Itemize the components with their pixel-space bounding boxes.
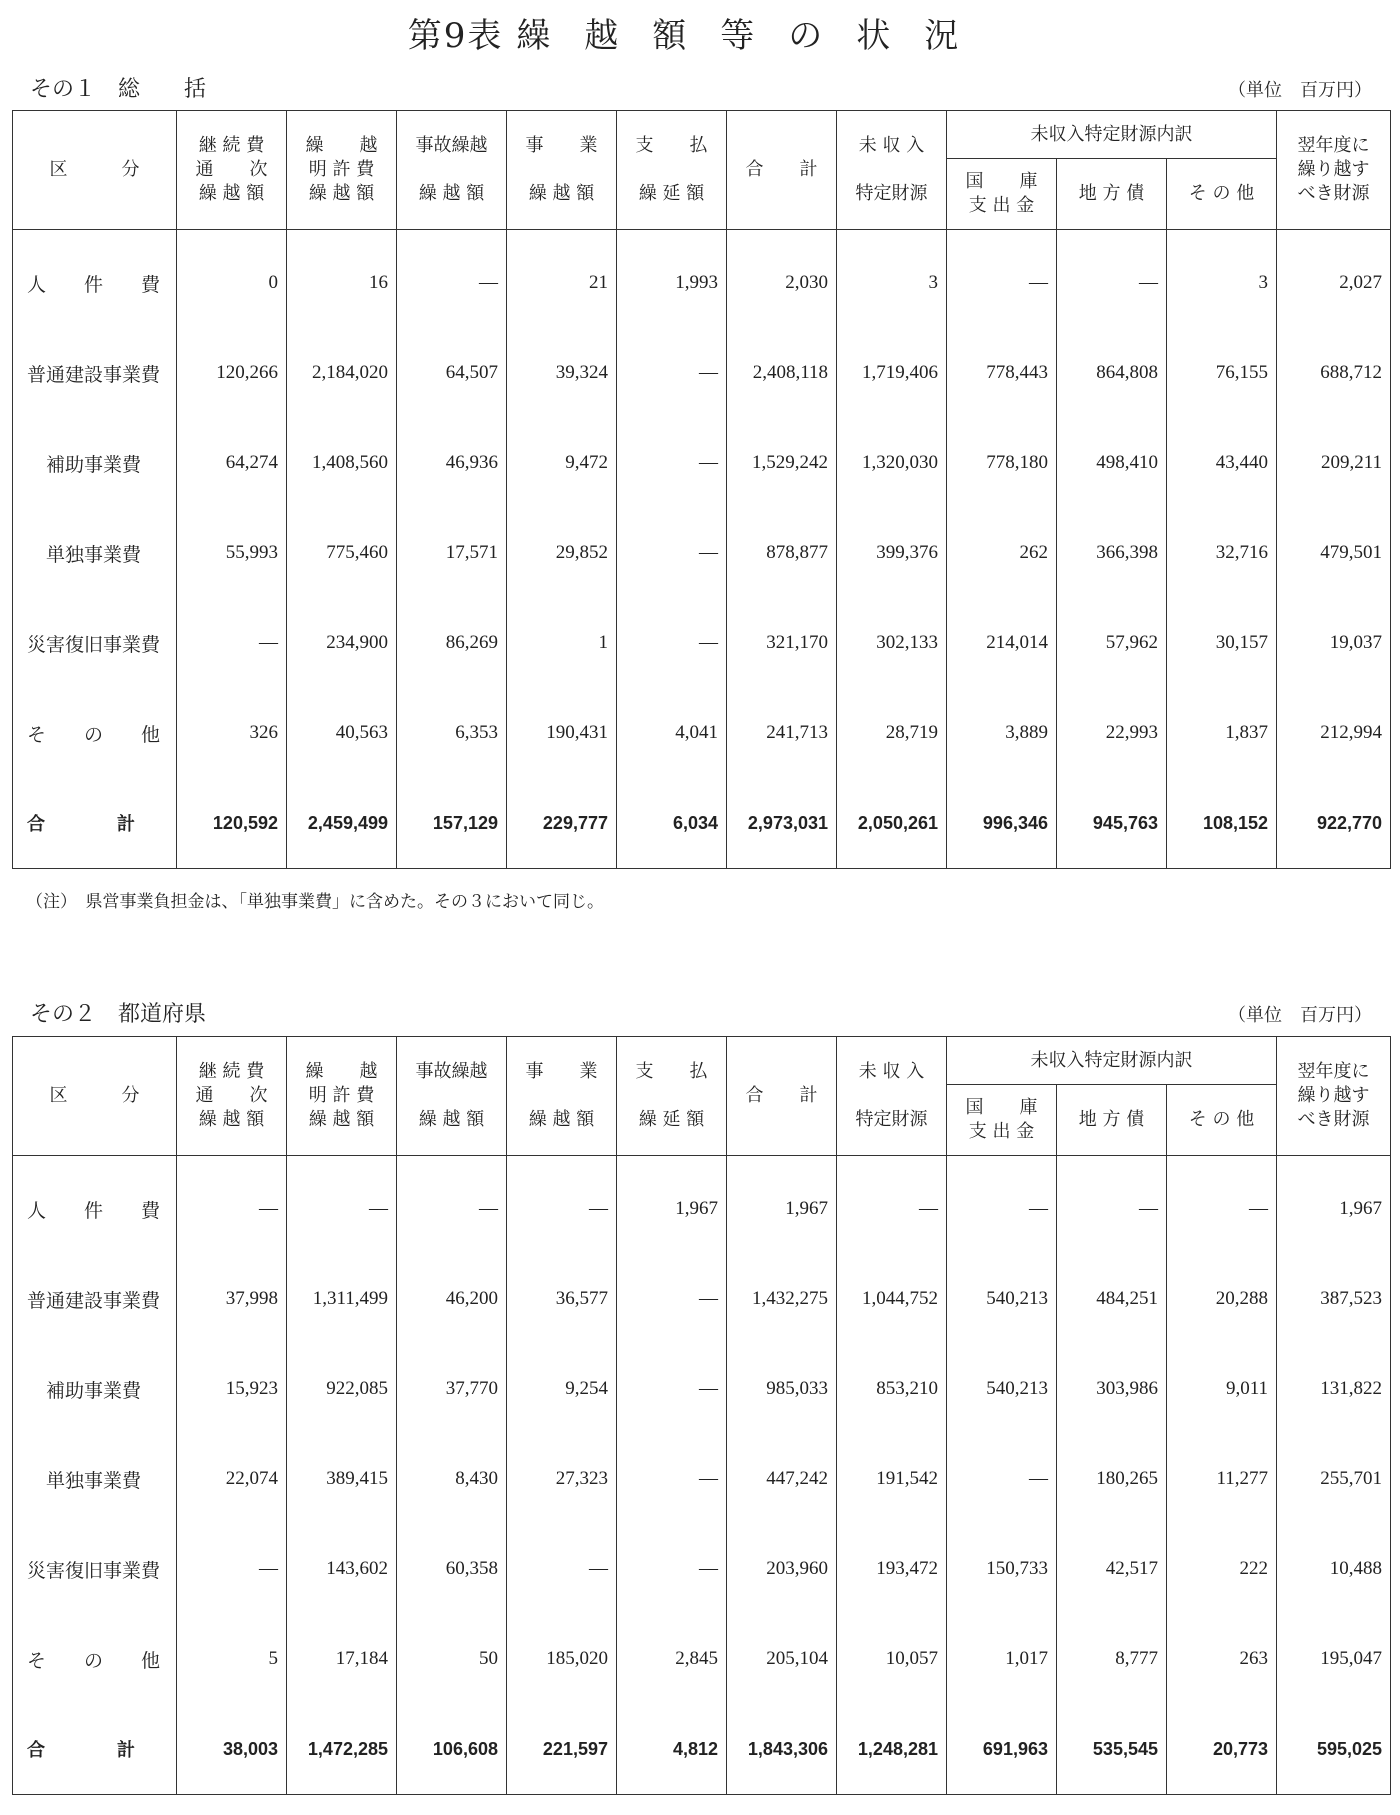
table-cell: 22,074 <box>177 1434 287 1524</box>
table-cell: 303,986 <box>1057 1344 1167 1434</box>
header-g3 <box>1167 1085 1277 1156</box>
header-c3-text: 事故繰越 繰 越 額 <box>415 135 488 204</box>
table-cell: 3 <box>837 230 947 329</box>
header-c3-text: 事故繰越 繰 越 額 <box>415 1061 488 1130</box>
table-cell: 17,571 <box>397 508 507 598</box>
table-cell: 32,716 <box>1167 508 1277 598</box>
header-c4 <box>507 1037 617 1156</box>
table-cell: 387,523 <box>1277 1254 1391 1344</box>
table-cell: 922,085 <box>287 1344 397 1434</box>
header-c11 <box>1277 1037 1391 1156</box>
table-cell: 9,472 <box>507 418 617 508</box>
table-row <box>13 1434 1391 1524</box>
table-cell: — <box>397 1156 507 1255</box>
header-group-unreceived-breakdown <box>947 111 1277 159</box>
page-title <box>0 8 1400 57</box>
table-cell: 30,157 <box>1167 598 1277 688</box>
table-cell: 878,877 <box>727 508 837 598</box>
section1-label: その１ 総 括 <box>30 77 207 102</box>
header-g2-text: 地 方 債 <box>1078 183 1145 204</box>
table-cell: 366,398 <box>1057 508 1167 598</box>
table-cell: 922,770 <box>1277 778 1391 869</box>
table-cell: 27,323 <box>507 1434 617 1524</box>
header-c3 <box>397 1037 507 1156</box>
table-row <box>13 1614 1391 1704</box>
table-row <box>13 1344 1391 1434</box>
table-cell: 1,472,285 <box>287 1704 397 1795</box>
table-cell: 302,133 <box>837 598 947 688</box>
header-c6-text: 合 計 <box>745 1085 818 1106</box>
table-cell: 131,822 <box>1277 1344 1391 1434</box>
table-cell: 2,030 <box>727 230 837 329</box>
table-cell: 1,993 <box>617 230 727 329</box>
table-cell: 17,184 <box>287 1614 397 1704</box>
table-cell: 150,733 <box>947 1524 1057 1614</box>
table-cell: 180,265 <box>1057 1434 1167 1524</box>
table-row <box>13 688 1391 778</box>
table-cell: — <box>947 1156 1057 1255</box>
table-cell: 37,770 <box>397 1344 507 1434</box>
row-label: そ の 他 <box>13 688 177 778</box>
header-g3-text: そ の 他 <box>1188 1109 1255 1130</box>
header-g1 <box>947 1085 1057 1156</box>
table-cell: 16 <box>287 230 397 329</box>
header-c1-text: 継 続 費 通 次 繰 越 額 <box>195 1061 268 1130</box>
table-cell: 2,459,499 <box>287 778 397 869</box>
table-cell: — <box>947 230 1057 329</box>
table-cell: 222 <box>1167 1524 1277 1614</box>
table-cell: 1,967 <box>617 1156 727 1255</box>
header-c4 <box>507 111 617 230</box>
header-c2 <box>287 1037 397 1156</box>
table-cell: 8,777 <box>1057 1614 1167 1704</box>
header-c6 <box>727 1037 837 1156</box>
table-cell: 321,170 <box>727 598 837 688</box>
title-prefix: 第9表 <box>407 16 504 56</box>
title-main: 繰越額等の状況 <box>516 16 993 56</box>
table-row <box>13 418 1391 508</box>
row-label: 人 件 費 <box>13 230 177 329</box>
table-cell: 108,152 <box>1167 778 1277 869</box>
table-cell: 241,713 <box>727 688 837 778</box>
table-cell: 64,507 <box>397 328 507 418</box>
row-label: 合 計 <box>13 1704 177 1795</box>
header-c1-text: 継 続 費 通 次 繰 越 額 <box>195 135 268 204</box>
header-group-unreceived-breakdown-text: 未収入特定財源内訳 <box>1030 1049 1193 1071</box>
header-group-unreceived-breakdown <box>947 1037 1277 1085</box>
row-label: 単独事業費 <box>13 508 177 598</box>
table-cell: 2,184,020 <box>287 328 397 418</box>
table-cell: 5 <box>177 1614 287 1704</box>
header-kubun-text: 区 分 <box>49 159 140 180</box>
section1-table <box>12 110 1391 869</box>
table-cell: 46,200 <box>397 1254 507 1344</box>
table-cell: 205,104 <box>727 1614 837 1704</box>
table-cell: — <box>617 328 727 418</box>
table-cell: 262 <box>947 508 1057 598</box>
table-row <box>13 508 1391 598</box>
table-cell: 4,812 <box>617 1704 727 1795</box>
table-cell: 3 <box>1167 230 1277 329</box>
table-cell: 22,993 <box>1057 688 1167 778</box>
header-g2 <box>1057 159 1167 230</box>
table-cell: 190,431 <box>507 688 617 778</box>
header-c5-text: 支 払 繰 延 額 <box>635 135 708 204</box>
header-c2-text: 繰 越 明 許 費 繰 越 額 <box>305 1061 378 1130</box>
header-g2-text: 地 方 債 <box>1078 1109 1145 1130</box>
table-cell: 42,517 <box>1057 1524 1167 1614</box>
table-cell: 255,701 <box>1277 1434 1391 1524</box>
table-cell: 195,047 <box>1277 1614 1391 1704</box>
table-cell: — <box>177 1524 287 1614</box>
table-cell: 64,274 <box>177 418 287 508</box>
table-cell: 38,003 <box>177 1704 287 1795</box>
table-cell: 389,415 <box>287 1434 397 1524</box>
table-cell: 106,608 <box>397 1704 507 1795</box>
header-c2-text: 繰 越 明 許 費 繰 越 額 <box>305 135 378 204</box>
header-kubun <box>13 111 177 230</box>
row-label: 合 計 <box>13 778 177 869</box>
table-row <box>13 1704 1391 1795</box>
table-cell: 203,960 <box>727 1524 837 1614</box>
table-cell: 778,180 <box>947 418 1057 508</box>
table-cell: 595,025 <box>1277 1704 1391 1795</box>
table-cell: 1,408,560 <box>287 418 397 508</box>
table-cell: 43,440 <box>1167 418 1277 508</box>
header-c5-text: 支 払 繰 延 額 <box>635 1061 708 1130</box>
header-c6-text: 合 計 <box>745 159 818 180</box>
row-label: 補助事業費 <box>13 1344 177 1434</box>
table-cell: 484,251 <box>1057 1254 1167 1344</box>
table-cell: 399,376 <box>837 508 947 598</box>
row-label: 災害復旧事業費 <box>13 598 177 688</box>
table-row <box>13 778 1391 869</box>
header-c5 <box>617 111 727 230</box>
row-label: 補助事業費 <box>13 418 177 508</box>
row-label: 普通建設事業費 <box>13 1254 177 1344</box>
header-c4-text: 事 業 繰 越 額 <box>525 1061 598 1130</box>
table-row <box>13 230 1391 329</box>
table-cell: — <box>617 418 727 508</box>
table-cell: 15,923 <box>177 1344 287 1434</box>
header-g1-text: 国 庫 支 出 金 <box>965 171 1038 216</box>
table-cell: 60,358 <box>397 1524 507 1614</box>
table-row <box>13 328 1391 418</box>
table-cell: 3,889 <box>947 688 1057 778</box>
table-cell: 0 <box>177 230 287 329</box>
header-g3 <box>1167 159 1277 230</box>
table-cell: 1 <box>507 598 617 688</box>
header-kubun-text: 区 分 <box>49 1085 140 1106</box>
row-label: 人 件 費 <box>13 1156 177 1255</box>
table-cell: — <box>947 1434 1057 1524</box>
table-cell: 535,545 <box>1057 1704 1167 1795</box>
header-c1 <box>177 111 287 230</box>
table-cell: 1,837 <box>1167 688 1277 778</box>
table-cell: 688,712 <box>1277 328 1391 418</box>
table-cell: 10,057 <box>837 1614 947 1704</box>
table-cell: 1,529,242 <box>727 418 837 508</box>
table-cell: 193,472 <box>837 1524 947 1614</box>
table-cell: 20,773 <box>1167 1704 1277 1795</box>
header-c6 <box>727 111 837 230</box>
header-c11 <box>1277 111 1391 230</box>
table-cell: 1,320,030 <box>837 418 947 508</box>
header-group-unreceived-breakdown-text: 未収入特定財源内訳 <box>1030 123 1193 145</box>
table-row <box>13 1524 1391 1614</box>
section2-unit: （単位 百万円） <box>1228 1005 1372 1026</box>
table-cell: 479,501 <box>1277 508 1391 598</box>
table-cell: 6,034 <box>617 778 727 869</box>
table-row <box>13 1254 1391 1344</box>
header-c2 <box>287 111 397 230</box>
row-label: 災害復旧事業費 <box>13 1524 177 1614</box>
table-cell: 191,542 <box>837 1434 947 1524</box>
table-cell: 234,900 <box>287 598 397 688</box>
table-cell: — <box>617 508 727 598</box>
table-cell: 778,443 <box>947 328 1057 418</box>
table-cell: 8,430 <box>397 1434 507 1524</box>
table-cell: 9,011 <box>1167 1344 1277 1434</box>
table-cell: — <box>507 1524 617 1614</box>
table-cell: 21 <box>507 230 617 329</box>
table-cell: — <box>287 1156 397 1255</box>
table-cell: 1,311,499 <box>287 1254 397 1344</box>
header-c5 <box>617 1037 727 1156</box>
table-cell: 50 <box>397 1614 507 1704</box>
table-cell: 29,852 <box>507 508 617 598</box>
header-c11-text: 翌年度に 繰り越す べき財源 <box>1297 135 1370 204</box>
table-cell: 120,592 <box>177 778 287 869</box>
table-cell: 55,993 <box>177 508 287 598</box>
header-c7-text: 未 収 入 特定財源 <box>855 1061 928 1130</box>
table-cell: — <box>397 230 507 329</box>
table-cell: 10,488 <box>1277 1524 1391 1614</box>
header-g1-text: 国 庫 支 出 金 <box>965 1097 1038 1142</box>
table-cell: 1,432,275 <box>727 1254 837 1344</box>
table-cell: 1,044,752 <box>837 1254 947 1344</box>
header-c4-text: 事 業 繰 越 額 <box>525 135 598 204</box>
table-note: （注） 県営事業負担金は、「単独事業費」に含めた。その３において同じ。 <box>26 892 604 912</box>
table-cell: 36,577 <box>507 1254 617 1344</box>
header-g3-text: そ の 他 <box>1188 183 1255 204</box>
table-cell: 1,967 <box>1277 1156 1391 1255</box>
table-cell: 1,248,281 <box>837 1704 947 1795</box>
header-c7 <box>837 1037 947 1156</box>
table-cell: — <box>617 1344 727 1434</box>
table-cell: 20,288 <box>1167 1254 1277 1344</box>
table-cell: 157,129 <box>397 778 507 869</box>
table-cell: 86,269 <box>397 598 507 688</box>
table-cell: 2,845 <box>617 1614 727 1704</box>
table-cell: 76,155 <box>1167 328 1277 418</box>
table-cell: 263 <box>1167 1614 1277 1704</box>
table-cell: 209,211 <box>1277 418 1391 508</box>
table-cell: 1,719,406 <box>837 328 947 418</box>
header-g1 <box>947 159 1057 230</box>
table-row <box>13 1156 1391 1255</box>
table-cell: 9,254 <box>507 1344 617 1434</box>
table-cell: 775,460 <box>287 508 397 598</box>
row-label: そ の 他 <box>13 1614 177 1704</box>
table-cell: — <box>1167 1156 1277 1255</box>
table-cell: 1,967 <box>727 1156 837 1255</box>
table-cell: 37,998 <box>177 1254 287 1344</box>
table-cell: 2,408,118 <box>727 328 837 418</box>
header-g2 <box>1057 1085 1167 1156</box>
header-c1 <box>177 1037 287 1156</box>
row-label: 普通建設事業費 <box>13 328 177 418</box>
table-cell: — <box>837 1156 947 1255</box>
table-cell: 996,346 <box>947 778 1057 869</box>
table-cell: 326 <box>177 688 287 778</box>
table-cell: 221,597 <box>507 1704 617 1795</box>
table-cell: 11,277 <box>1167 1434 1277 1524</box>
table-cell: — <box>177 1156 287 1255</box>
table-cell: — <box>617 598 727 688</box>
table-cell: 498,410 <box>1057 418 1167 508</box>
table-cell: 985,033 <box>727 1344 837 1434</box>
table-cell: 1,843,306 <box>727 1704 837 1795</box>
table-cell: 540,213 <box>947 1344 1057 1434</box>
header-c7 <box>837 111 947 230</box>
table-cell: 2,973,031 <box>727 778 837 869</box>
table-cell: 2,027 <box>1277 230 1391 329</box>
table-cell: 28,719 <box>837 688 947 778</box>
section1-unit: （単位 百万円） <box>1228 80 1372 101</box>
row-label: 単独事業費 <box>13 1434 177 1524</box>
header-c11-text: 翌年度に 繰り越す べき財源 <box>1297 1061 1370 1130</box>
table-cell: — <box>1057 230 1167 329</box>
table-cell: — <box>617 1524 727 1614</box>
table-cell: 540,213 <box>947 1254 1057 1344</box>
table-cell: — <box>177 598 287 688</box>
header-c3 <box>397 111 507 230</box>
table-cell: — <box>507 1156 617 1255</box>
table-cell: — <box>617 1254 727 1344</box>
table-cell: 57,962 <box>1057 598 1167 688</box>
table-cell: 229,777 <box>507 778 617 869</box>
table-cell: 4,041 <box>617 688 727 778</box>
table-cell: 1,017 <box>947 1614 1057 1704</box>
table-cell: 2,050,261 <box>837 778 947 869</box>
table-cell: 864,808 <box>1057 328 1167 418</box>
table-cell: — <box>617 1434 727 1524</box>
table-cell: 853,210 <box>837 1344 947 1434</box>
table-cell: 40,563 <box>287 688 397 778</box>
table-cell: — <box>1057 1156 1167 1255</box>
table-cell: 691,963 <box>947 1704 1057 1795</box>
header-kubun <box>13 1037 177 1156</box>
section2-label: その２ 都道府県 <box>30 1002 207 1027</box>
table-row <box>13 598 1391 688</box>
header-c7-text: 未 収 入 特定財源 <box>855 135 928 204</box>
table-cell: 46,936 <box>397 418 507 508</box>
table-cell: 6,353 <box>397 688 507 778</box>
section2-table <box>12 1036 1391 1795</box>
table-cell: 185,020 <box>507 1614 617 1704</box>
table-cell: 447,242 <box>727 1434 837 1524</box>
table-cell: 19,037 <box>1277 598 1391 688</box>
table-cell: 120,266 <box>177 328 287 418</box>
table-cell: 212,994 <box>1277 688 1391 778</box>
table-cell: 143,602 <box>287 1524 397 1614</box>
table-cell: 214,014 <box>947 598 1057 688</box>
table-cell: 945,763 <box>1057 778 1167 869</box>
table-cell: 39,324 <box>507 328 617 418</box>
